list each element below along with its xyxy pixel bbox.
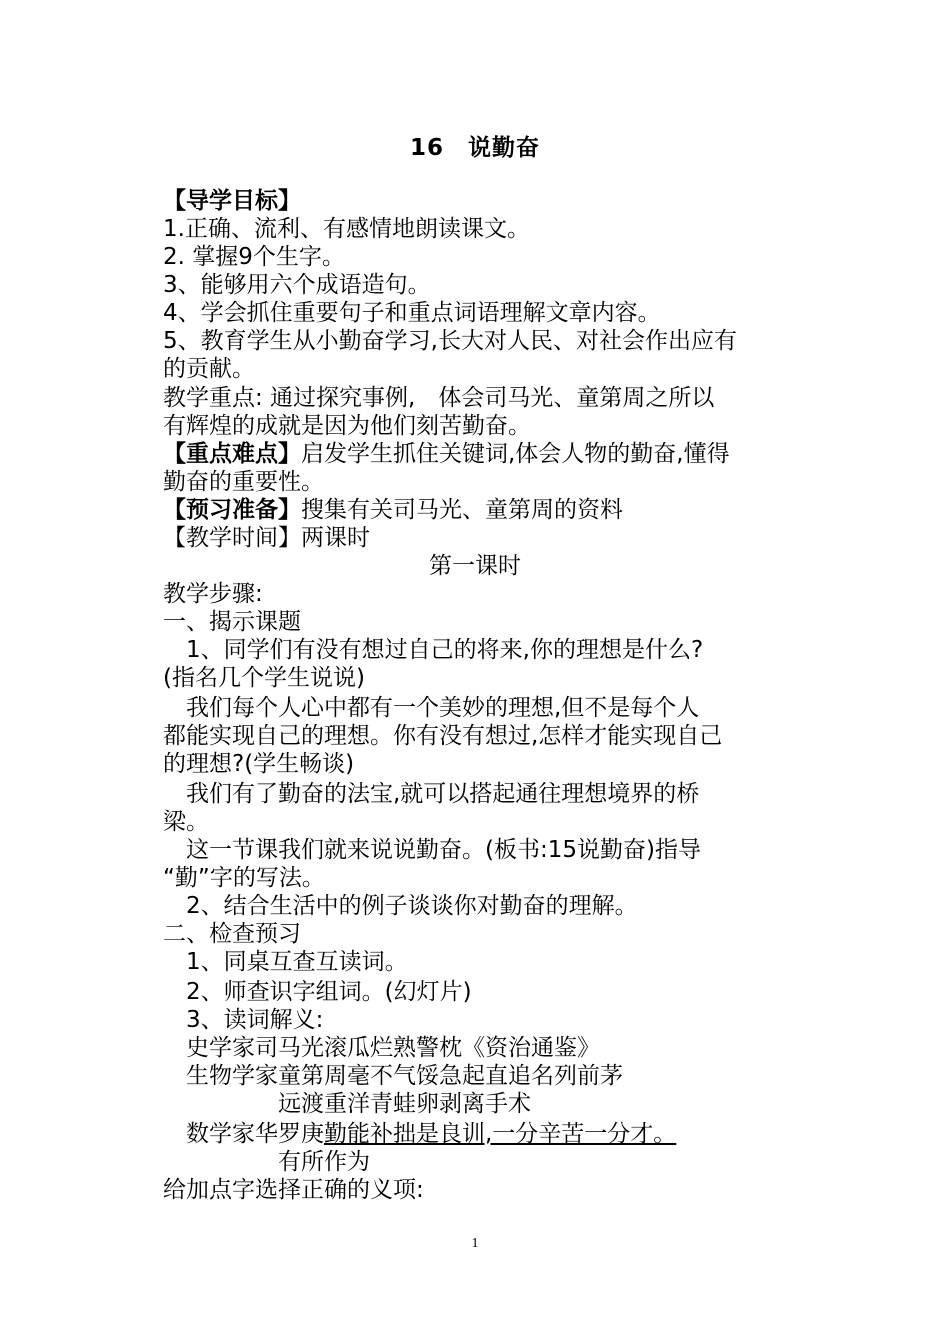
- goal-item: 2. 掌握9个生字。: [163, 244, 345, 270]
- goal-item: 4、学会抓住重要句子和重点词语理解文章内容。: [163, 300, 661, 326]
- difficulty-label: 【重点难点】: [163, 441, 301, 467]
- goal-item: 1.正确、流利、有感情地朗读课文。: [163, 216, 530, 242]
- difficulty-text: 启发学生抓住关键词,体会人物的勤奋,懂得: [301, 441, 730, 467]
- section-1-text: 都能实现自己的理想。你有没有想过,怎样才能实现自己: [163, 723, 723, 749]
- vocab-underlined: 勤能补拙是良训,一分辛苦一分才。: [324, 1121, 677, 1147]
- time-line: [163, 524, 370, 552]
- goal-item: 3、能够用六个成语造句。: [163, 272, 431, 298]
- prep-line: [163, 496, 623, 524]
- section-1-title: 一、揭示课题: [163, 609, 301, 635]
- time-label: 【教学时间】: [163, 525, 301, 551]
- section-2-text: 2、师查识字组词。(幻灯片): [163, 979, 472, 1005]
- steps-label: 教学步骤:: [163, 581, 263, 607]
- teaching-focus: 教学重点: 通过探究事例, 体会司马光、童第周之所以: [163, 385, 715, 411]
- section-2-text: 1、同桌互查互读词。: [163, 949, 408, 975]
- section-1-text: 我们每个人心中都有一个美妙的理想,但不是每个人: [163, 695, 700, 721]
- vocab-line: 史学家司马光滚瓜烂熟警枕《资治通鉴》: [163, 1035, 600, 1061]
- goals-heading: 【导学目标】: [163, 188, 301, 214]
- difficulty-line: [163, 440, 730, 468]
- page-number: 1: [471, 1236, 479, 1251]
- document-title: 16 说勤奋: [409, 135, 540, 161]
- lesson-title: 第一课时: [429, 553, 521, 579]
- section-2-text: 3、读词解义:: [163, 1007, 324, 1033]
- teaching-focus: 有辉煌的成就是因为他们刻苦勤奋。: [163, 413, 531, 439]
- section-1-text: 1、同学们有没有想过自己的将来,你的理想是什么?: [163, 637, 704, 663]
- goal-item: 5、教育学生从小勤奋学习,长大对人民、对社会作出应有: [163, 328, 737, 354]
- difficulty-text: 勤奋的重要性。: [163, 469, 324, 495]
- section-1-text: 的理想?(学生畅谈): [163, 751, 355, 777]
- section-1-text: 这一节课我们就来说说勤奋。(板书:15说勤奋)指导: [163, 837, 701, 863]
- prep-label: 【预习准备】: [163, 497, 301, 523]
- section-1-text: (指名几个学生说说): [163, 665, 365, 691]
- vocab-line: 生物学家童第周毫不气馁急起直追名列前茅: [163, 1063, 623, 1089]
- section-2-title: 二、检查预习: [163, 921, 301, 947]
- vocab-prefix: 数学家华罗庚: [163, 1121, 324, 1147]
- section-1-text: “勤”字的写法。: [163, 865, 325, 891]
- vocab-line: 有所作为: [163, 1149, 370, 1175]
- section-1-text: 我们有了勤奋的法宝,就可以搭起通往理想境界的桥: [163, 781, 700, 807]
- goal-item: 的贡献。: [163, 356, 255, 382]
- exercise-prompt: 给加点字选择正确的义项:: [163, 1177, 424, 1203]
- section-1-text: 梁。: [163, 809, 209, 835]
- vocab-line: 远渡重洋青蛙卵剥离手术: [163, 1091, 531, 1117]
- prep-text: 搜集有关司马光、童第周的资料: [301, 497, 623, 523]
- time-text: 两课时: [301, 525, 370, 551]
- vocab-line: [163, 1120, 676, 1148]
- section-1-text: 2、结合生活中的例子谈谈你对勤奋的理解。: [163, 893, 638, 919]
